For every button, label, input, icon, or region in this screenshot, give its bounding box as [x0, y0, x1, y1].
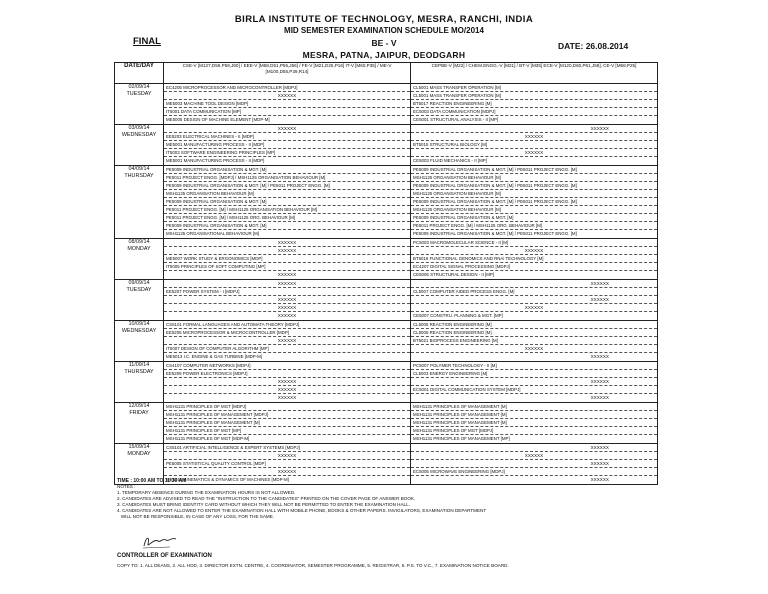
subject-line: IT5005 PRINCIPLES OF SOFT COMPUTING [MP] [164, 263, 410, 271]
right-subjects-cell [411, 403, 658, 444]
exam-day: MONDAY [127, 246, 151, 252]
subject-line: IT5001 DATA COMMUNICATION [MP] [164, 108, 410, 116]
subject-line: PE5009 INDUSTRIAL ORGANISATION & MGT. [M] [164, 198, 410, 206]
subject-line: CE5001 STRUCTURAL ANALYSIS - II [MP] [413, 117, 499, 122]
subject-line: EE5209 POWER ELECTRONICS [MDPJ] [164, 370, 410, 378]
exam-day: TUESDAY [126, 287, 152, 293]
institute-name: BIRLA INSTITUTE OF TECHNOLOGY, MESRA, RANCHI, INDIA [234, 14, 534, 25]
subject-line: EE5207 POWER SYSTEM - I [MDPJ] [164, 288, 410, 296]
subject-line: XXXXXX [164, 304, 410, 312]
note-item: 2. CANDIDATES ARE ADVISED TO READ THE "INSTRUCTION TO THE CANDIDATES" PRINTED ON THE COVER PAGE OF ANSWER BOOK. [117, 496, 416, 501]
copy-to-line: COPY TO: 1. ALL DEANS, 2. ALL HOD, 3. DIRECTOR EXTN. CENTRE, 4. COORDINATOR, SEMESTER PROGRAMME, 5. REGISTRAR, 6. P.S. TO V.C., 7. EXAMINATION NOTICE BOARD. [117, 563, 509, 568]
table-row [115, 125, 658, 166]
exam-day: WEDNESDAY [121, 328, 157, 334]
subject-line: CS5101 ARTIFICIAL INTELLIGENCE & EXPERT SYSTEMS [MDPJ] [164, 444, 410, 452]
exam-day: THURSDAY [124, 369, 154, 375]
left-subjects-cell [164, 166, 411, 239]
subject-line: MSH1125 ORGANISATION BEHAVIOUR [M] [411, 206, 657, 214]
subject-line: EE5205 MICROPROCESSOR & MICROCONTROLLER [MDP] [164, 329, 410, 337]
subject-line: MSH1125 ORGANISATION BEHAVIOUR [M] [164, 190, 410, 198]
left-subjects-cell [164, 239, 411, 280]
left-subjects-cell [164, 362, 411, 403]
subject-line: PE5011 PROJECT ENGG. [M] / MSH1125 ORG. BEHAVIOUR [M] [411, 222, 657, 230]
table-row [115, 239, 658, 280]
subject-line: CE5005 STRUCTURAL DESIGN - II [MP] [413, 272, 495, 277]
subject-line: MSH1131 PRINCIPLES OF MANAGEMENT [M] [411, 403, 657, 411]
subject-line: XXXXXX [164, 296, 410, 304]
subject-line: XXXXXX [411, 125, 657, 133]
right-subjects-cell [411, 280, 658, 321]
subject-line: XXXXXX [164, 337, 410, 345]
notes-section [117, 478, 657, 520]
exam-day: TUESDAY [126, 91, 152, 97]
subject-line: BT5015 STRUCTURAL BIOLOGY [M] [411, 141, 657, 149]
table-row [115, 362, 658, 403]
subject-line: IT5003 SOFTWARE ENGINEERING PRINCIPLES [MP] [164, 149, 410, 157]
subject-line: EC5001 DIGITAL COMMUNICATION SYSTEM [MDPJ] [411, 386, 657, 394]
exam-date: 15/09/14 [128, 444, 150, 450]
date-cell [115, 362, 164, 403]
subject-line: BT5017 REACTION ENGINEERING [M] [411, 100, 657, 108]
right-subjects-cell [411, 362, 658, 403]
subject-line: ME5005 DESIGN OF MACHINE ELEMENT [MDP-M] [166, 117, 270, 122]
exam-day: FRIDAY [129, 410, 149, 416]
subject-line: XXXXXX [411, 280, 657, 288]
right-subjects-cell [411, 321, 658, 362]
date-cell [115, 321, 164, 362]
exam-date: 11/09/14 [128, 362, 150, 368]
subject-line: MSH1131 PRINCIPLES OF MANAGEMENT [MP] [413, 436, 510, 441]
exam-date: 04/09/14 [128, 166, 150, 172]
date-cell [115, 403, 164, 444]
subject-line: EC4205 MICROPROCESSOR AND MICROCONTROLLER [MDPJ] [164, 84, 410, 92]
subject-line: ME5003 MACHINE TOOL DESIGN [MDP] [164, 100, 410, 108]
subject-line: ME5001 MANUFACTURING PROCESS - II [MDP] [164, 141, 410, 149]
subject-line: PE5009 INDUSTRIAL ORGANISATION & MGT. [M] / PE5011 PROJECT ENGG. [M] [164, 182, 410, 190]
subject-line: PE5009 INDUSTRIAL ORGANISATION & MGT. [M] [411, 214, 657, 222]
subject-line: EC4207 DIGITAL SIGNAL PROCESSING [MDPJ] [411, 263, 657, 271]
subject-line: MSH1131 PRINCIPLES OF MANAGEMENT [M] [164, 419, 410, 427]
subject-line: CS4107 COMPUTER NETWORKS [MDPJ] [164, 362, 410, 370]
date-cell [115, 166, 164, 239]
subject-line: XXXXXX [164, 125, 410, 133]
subject-line: PE5009 INDUSTRIAL ORGANISATION & MGT. [M] / PE5011 PROJECT ENGG. [M] [411, 166, 657, 174]
date-cell [115, 280, 164, 321]
right-subjects-cell [411, 239, 658, 280]
semester-label: BE - V [371, 38, 397, 48]
subject-line: XXXXXX [164, 280, 410, 288]
schedule-body [115, 84, 658, 485]
subject-line: XXXXXX [164, 386, 410, 394]
subject-line: PE5005 STATISTICAL QUALITY CONTROL [MDP] [164, 460, 410, 468]
subject-line: PE5011 PROJECT ENGG. [M] / MSH1125 ORG. BEHAVIOUR [M] [164, 214, 410, 222]
subject-line: MSH1131 PRINCIPLES OF MGT [MP] [164, 427, 410, 435]
subject-line: XXXXXX [411, 345, 657, 353]
subject-line: XXXXXX [164, 92, 410, 100]
subject-line: PE5009 INDUSTRIAL ORGANISATION & MGT. [M] [164, 222, 410, 230]
exam-date: 08/09/14 [128, 239, 150, 245]
note-item: WILL NOT BE RESPONSIBLE, IN CASE OF ANY LOSS, FOR THE SAME. [117, 514, 275, 519]
subject-line: XXXXXX [164, 468, 410, 476]
subject-line: MSH1131 PRINCIPLES OF MANAGEMENT [M] [411, 411, 657, 419]
subject-line: XXXXXX [411, 444, 657, 452]
final-label: FINAL [133, 36, 161, 47]
controller-signature [140, 532, 180, 550]
subject-line: XXXXXX [164, 247, 410, 255]
subject-line: MSH1125 ORGANISATION BEHAVIOUR [M] [411, 190, 657, 198]
left-subjects-cell [164, 84, 411, 125]
subject-line: MSH1131 PRINCIPLES OF MGT [MDPJ] [164, 403, 410, 411]
subject-line: XXXXXX [277, 395, 297, 400]
subject-line: XXXXXX [411, 452, 657, 460]
subject-line: CL5003 ENERGY ENGINEERING [M] [411, 370, 657, 378]
exam-title: MID SEMESTER EXAMINATION SCHEDULE MO/2014 [284, 26, 484, 35]
subject-line: XXXXXX [164, 452, 410, 460]
document-header [0, 0, 768, 62]
subject-line: BT5019 FUNCTIONAL GENOMICS AND RNAi TECHNOLOGY [M] [411, 255, 657, 263]
date-cell [115, 239, 164, 280]
subject-line: PE5009 INDUSTRIAL ORGANISATION & MGT. [M] / PE5011 PROJECT ENGG. [M] [411, 182, 657, 190]
exam-day: THURSDAY [124, 173, 154, 179]
table-row [115, 166, 658, 239]
subject-line: PE5009 INDUSTRIAL ORGANISATION & MGT. [M] [164, 166, 410, 174]
subject-line: CE5003 FLUID MECHANICS - II [MP] [413, 158, 487, 163]
right-subjects-cell [411, 166, 658, 239]
subject-line: XXXXXX [411, 460, 657, 468]
subject-line: XXXXXX [277, 313, 297, 318]
exam-schedule-table [114, 62, 658, 485]
exam-day: WEDNESDAY [121, 132, 157, 138]
campus-list: MESRA, PATNA, JAIPUR, DEODGARH [302, 50, 466, 60]
note-item: 3. CANDIDATES MUST BRING IDENTITY CARD WITHOUT WHICH THEY WILL NOT BE PERMITTED TO ENTER THE EXAMINATION HALL. [117, 502, 410, 507]
right-subjects-cell [411, 125, 658, 166]
subject-line: ME5007 WORK STUDY & ERGONOMICS [MDP] [164, 255, 410, 263]
subject-line: PC5003 MACROMOLECULAR SCIENCE - II [M] [411, 239, 657, 247]
subject-line: CS5101 FORMAL LANGUAGES AND AUTOMATA THEORY [MDPJ] [164, 321, 410, 329]
exam-date: 09/09/14 [128, 280, 150, 286]
subject-line: XXXXXX [164, 239, 410, 247]
subject-line: PE5011 PROJECT ENGG. [MDPJ] / MSH1125 ORGANISATION BEHAVIOUR [M] [164, 174, 410, 182]
subject-line: XXXXXX [590, 477, 609, 482]
subject-line: XXXXXX [590, 395, 609, 400]
exam-date: 12/09/14 [128, 403, 150, 409]
subject-line: XXXXXX [411, 296, 657, 304]
table-row [115, 321, 658, 362]
note-item: 1. TEMPORARY ABSENCE DURING THE EXAMINATION HOURS IS NOT ALLOWED. [117, 490, 296, 495]
subject-line: CL5007 COMPUTER AIDED PROCESS ENGG. [M] [411, 288, 657, 296]
subject-line: MSH1125 ORGANISATION BEHAVIOUR [M] [411, 174, 657, 182]
right-subjects-cell [411, 84, 658, 125]
subject-line: BT5021 BIOPROCESS ENGINEERING [M] [411, 337, 657, 345]
exam-day: MONDAY [127, 451, 151, 457]
subject-line: ME5013 I.C. ENGINE & GAS TURBINE [MDP-M] [166, 354, 263, 359]
subject-line: CL5001 MASS TRANSFER OPERATION [M] [411, 84, 657, 92]
subject-line: ME5001 MANUFACTURING PROCESS - II [MDP] [166, 158, 265, 163]
subject-line: XXXXXX [411, 304, 657, 312]
date-cell [115, 84, 164, 125]
subject-line: CL5001 MASS TRANSFER OPERATION [M] [411, 92, 657, 100]
subject-line: EC5005 MICROWAVE ENGINEERING [MDPJ] [411, 468, 657, 476]
subject-line: EC5003 DATA COMMUNICATION [MDPJ] [411, 108, 657, 116]
subject-line: CE5007 CONSTRU. PLANNING & MGT. [MP] [413, 313, 503, 318]
subject-line: PE5009 INDUSTRIAL ORGANISATION & MGT. [M] / PE5011 PROJECT ENGG. [M] [413, 231, 577, 236]
subject-line: EE5203 ELECTRICAL MACHINES - II [MDP] [164, 133, 410, 141]
exam-date: 03/09/14 [128, 125, 150, 131]
subject-line: ME5015 KINEMATICS & DYNAMICS OF MACHINES [MDP-M] [166, 477, 289, 482]
subject-line: XXXXXX [277, 272, 297, 277]
subject-line: XXXXXX [411, 149, 657, 157]
notice-date: DATE: 26.08.2014 [558, 41, 629, 51]
notes-list [117, 490, 657, 520]
exam-time: TIME : 10:00 AM TO 11:30 AM [117, 478, 187, 484]
table-row [115, 403, 658, 444]
subject-line: MSH1131 PRINCIPLES OF MGT [MDP-M] [166, 436, 250, 441]
note-item: 4. CANDIDATES ARE NOT ALLOWED TO ENTER THE EXAMINATION HALL WITH MOBILE PHONE, BOOKS & OTHER PAPERS. INVIGILATORS, EXAMINATION DEPARTMENT [117, 508, 487, 513]
left-subjects-cell [164, 403, 411, 444]
subject-line: XXXXXX [164, 378, 410, 386]
subject-line: IT5007 DESIGN OF COMPUTER ALGORITHM [MP] [164, 345, 410, 353]
date-cell [115, 125, 164, 166]
subject-line: MSH1131 PRINCIPLES OF MANAGEMENT [MDPJ] [164, 411, 410, 419]
subject-line: MSH1131 PRINCIPLES OF MANAGEMENT [M] [411, 419, 657, 427]
left-subjects-cell [164, 280, 411, 321]
subject-line: PE5011 PROJECT ENGG. [M] / MSH1125 ORGANISATION BEHAVIOUR [M] [164, 206, 410, 214]
left-subjects-cell [164, 321, 411, 362]
table-row [115, 84, 658, 125]
exam-date: 02/09/14 [128, 84, 150, 90]
subject-line: XXXXXX [590, 354, 609, 359]
table-row [115, 280, 658, 321]
subject-line: CL5005 REACTION ENGINEERING [M] [411, 329, 657, 337]
controller-title: CONTROLLER OF EXAMINATION [117, 553, 212, 559]
right-branches-header: CEPBE-V [M22] / CHEM.ENGG.-V [M21] / BT-V [M35] ECE-V [M120,D60,P61,J58], CE-V [M58,P25] [411, 63, 658, 84]
notes-heading: NOTES : [117, 484, 136, 489]
left-subjects-cell [164, 125, 411, 166]
subject-line: PC5007 POLYMER TECHNOLOGY - II [M] [411, 362, 657, 370]
subject-line: XXXXXX [411, 133, 657, 141]
subject-line: XXXXXX [411, 378, 657, 386]
exam-date: 10/09/14 [128, 321, 150, 327]
date-day-header: DATE/DAY [115, 63, 164, 84]
subject-line: MSH1125 ORGANISATIONAL BEHAVIOUR [M] [166, 231, 260, 236]
subject-line: MSH1131 PRINCIPLES OF MGT [MDPJ] [411, 427, 657, 435]
subject-line: XXXXXX [411, 247, 657, 255]
subject-line: PE5009 INDUSTRIAL ORGANISATION & MGT. [M] / PE5011 PROJECT ENGG. [M] [411, 198, 657, 206]
subject-line: CL5005 REACTION ENGINEERING [M] [411, 321, 657, 329]
left-branches-header: CSE-V [M127,D56,P59,J60] / EEE-V [M58,D51,P55,J56] / FE-V [M21,D25,P16] IT-V [M60,P35] / ME-V [M100,D55,P39,R14] [164, 63, 411, 84]
table-header-row [115, 63, 658, 84]
